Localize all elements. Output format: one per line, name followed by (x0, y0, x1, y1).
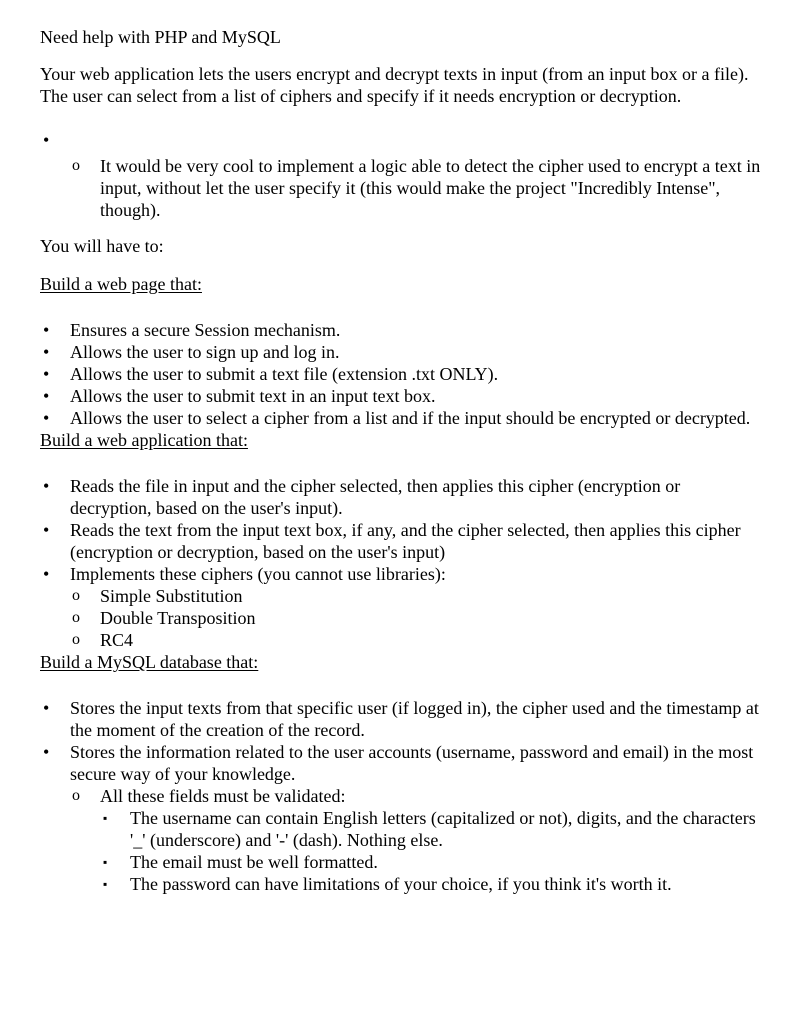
section-heading-web-application: Build a web application that: (40, 430, 248, 450)
intro-paragraph: Your web application lets the users encrypt and decrypt texts in input (from an input box or a file). The user can select from a list of ciphers and specify if it needs encryption or decryption. (40, 64, 749, 106)
bullet-disc: • (43, 386, 50, 406)
web-page-list (40, 319, 763, 429)
list-item: • Stores the information related to the user accounts (username, password and email) in the most secure way of your knowledge. o All these fields must be validated: ▪ The username can contain English letters (capitalized or not), digits, and the characters '_' (underscore) and '-' (dash). Nothing else. ▪ The email must be well formatted. ▪ The password can have limitations of your choice, if you think it's worth it. (70, 741, 763, 895)
bullet-disc: • (43, 564, 50, 584)
document-title: Need help with PHP and MySQL (40, 27, 281, 47)
bullet-disc: • (43, 476, 50, 496)
bullet-disc: • (43, 130, 50, 150)
cipher-list (70, 585, 763, 651)
bullet-disc: • (43, 742, 50, 762)
you-will-have-to: You will have to: (40, 236, 164, 256)
list-item: • Ensures a secure Session mechanism. (43, 320, 341, 340)
bullet-circle: o (72, 157, 80, 174)
list-item: • Allows the user to sign up and log in. (43, 342, 340, 362)
list-item: • Reads the text from the input text box, if any, and the cipher selected, then applies this cipher (encryption or decryption, based on the user's input) (43, 520, 741, 562)
validation-rule: ▪ The password can have limitations of your choice, if you think it's worth it. (103, 874, 672, 894)
list-item (72, 155, 763, 221)
list-item: • Reads the file in input and the cipher selected, then applies this cipher (encryption or decryption, based on the user's input). (43, 476, 681, 518)
list-item (43, 129, 763, 221)
note-list (40, 129, 763, 221)
bullet-square: ▪ (103, 877, 108, 891)
bullet-disc: • (43, 698, 50, 718)
list-item: • Stores the input texts from that specific user (if logged in), the cipher used and the timestamp at the moment of the creation of the record. (43, 698, 759, 740)
note-sublist (70, 155, 763, 221)
section-heading-database: Build a MySQL database that: (40, 652, 259, 672)
validation-rule: ▪ The email must be well formatted. (103, 852, 378, 872)
list-item: • Implements these ciphers (you cannot use libraries): o Simple Substitution o Double Transposition o RC4 (70, 563, 763, 651)
bullet-square: ▪ (103, 811, 108, 825)
validation-rule: ▪ The username can contain English letters (capitalized or not), digits, and the characters '_' (underscore) and '-' (dash). Nothing else. (103, 808, 756, 850)
cipher-item: o RC4 (72, 630, 134, 650)
cipher-item: o Simple Substitution (72, 586, 243, 606)
cipher-item: o Double Transposition (72, 608, 256, 628)
web-application-list (40, 475, 763, 651)
validation-list (70, 785, 763, 895)
bullet-circle: o (72, 587, 80, 604)
bullet-disc: • (43, 408, 50, 428)
list-item: o All these fields must be validated: ▪ The username can contain English letters (capitalized or not), digits, and the characters '_' (underscore) and '-' (dash). Nothing else. ▪ The email must be well formatted. ▪ The password can have limitations of your choice, if you think it's worth it. (100, 785, 763, 895)
bullet-disc: • (43, 342, 50, 362)
database-list (40, 697, 763, 895)
bullet-disc: • (43, 520, 50, 540)
list-item: • Allows the user to select a cipher from a list and if the input should be encrypted or decrypted. (43, 408, 751, 428)
bullet-circle: o (72, 609, 80, 626)
section-heading-web-page: Build a web page that: (40, 274, 202, 294)
validation-rules (100, 807, 763, 895)
bullet-disc: • (43, 364, 50, 384)
bullet-square: ▪ (103, 855, 108, 869)
list-item: • Allows the user to submit a text file (extension .txt ONLY). (43, 364, 499, 384)
note-text: It would be very cool to implement a logic able to detect the cipher used to encrypt a text in input, without let the user specify it (this would make the project "Incredibly Intense", though). (100, 156, 761, 220)
bullet-circle: o (72, 631, 80, 648)
bullet-circle: o (72, 787, 80, 804)
list-item: • Allows the user to submit text in an input text box. (43, 386, 436, 406)
bullet-disc: • (43, 320, 50, 340)
